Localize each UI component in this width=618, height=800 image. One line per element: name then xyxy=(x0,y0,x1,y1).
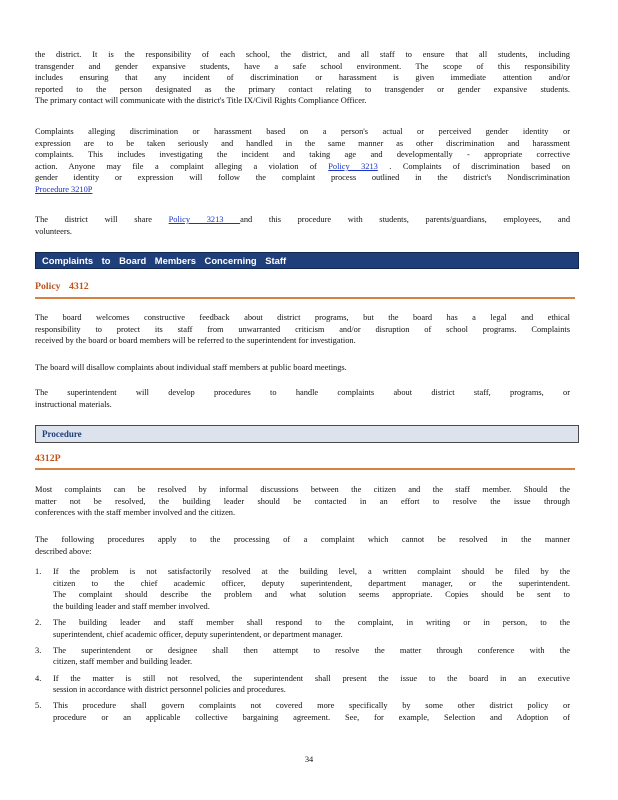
list-item xyxy=(35,673,570,696)
text-line xyxy=(35,184,570,196)
procedure-box xyxy=(35,425,579,443)
policy-3213-link[interactable]: Policy 3213 xyxy=(328,161,378,171)
text-line: reported to the person designated as the primary contact relating to transgender or gender expansive students. xyxy=(35,84,570,94)
text-line: conferences with the staff member involved and the citizen. xyxy=(35,508,236,518)
text-line: gender identity or expression will follow the complaint process outlined in the district's Nondiscrimination xyxy=(35,173,570,183)
text-line: expression are to be taken seriously and handled in the same manner as other discrimination and harassment xyxy=(35,138,570,148)
policy-paragraph-3 xyxy=(35,387,570,410)
procedure-heading: 4312P xyxy=(35,453,61,464)
item-number: 5. xyxy=(35,701,42,711)
text-line: The board welcomes constructive feedback about district programs, but the board has a legal and ethical xyxy=(35,313,570,322)
text-line: volunteers. xyxy=(35,226,72,236)
text-line: The primary contact will communicate with the district's Title IX/Civil Rights Compliance Officer. xyxy=(35,96,367,106)
text-line xyxy=(35,214,570,226)
share-paragraph xyxy=(35,214,570,237)
text-line: If the matter is still not resolved, the superintendent shall present the issue to the board in an executive xyxy=(53,673,570,683)
policy-paragraph-1 xyxy=(35,312,570,347)
text-line: citizen, staff member and building leader. xyxy=(53,657,193,667)
text-line: Complaints alleging discrimination or harassment based on a person's actual or perceived gender identity or xyxy=(35,127,570,136)
text-line: the district. It is the responsibility of each school, the district, and all staff to ensure that all students, including xyxy=(35,50,570,59)
procedure-3210p-link[interactable]: Procedure 3210P xyxy=(35,184,93,194)
item-number: 1. xyxy=(35,567,42,576)
list-item xyxy=(35,645,570,668)
text-line: If the problem is not satisfactorily resolved at the building level, a written complaint should be filed by the xyxy=(53,567,570,576)
heading-rule xyxy=(35,297,575,299)
text-line: citizen to the chief academic officer, deputy superintendent, department manager, or the superintendent. xyxy=(53,578,570,588)
item-number: 3. xyxy=(35,645,42,655)
text-line: The superintendent will develop procedures to handle complaints about district staff, programs, or xyxy=(35,388,570,397)
text-line: The complaint should describe the problem and what solution seems appropriate. Copies should be sent to xyxy=(53,590,570,600)
text-line: complaints. This includes investigating the incident and taking age and developmentally - appropriate corrective xyxy=(35,150,570,160)
text-segment: . Complaints of discrimination based on xyxy=(377,161,571,171)
text-line: described above: xyxy=(35,546,92,556)
policy-3213-link[interactable]: Policy 3213 xyxy=(168,215,241,224)
list-item xyxy=(35,566,570,612)
text-line: matter not be resolved, the building leader should be contacted in an effort to resolve the issue through xyxy=(35,496,570,506)
procedure-paragraph-1 xyxy=(35,484,570,519)
section-title: Complaints to Board Members Concerning Staff xyxy=(42,255,287,266)
text-segment: The district will share xyxy=(35,215,169,224)
text-line: Most complaints can be resolved by informal discussions between the citizen and the staff member. Should the xyxy=(35,485,570,494)
text-segment: and this procedure with students, parents/guardians, employees, and xyxy=(240,215,571,224)
list-item xyxy=(35,617,570,640)
text-line: received by the board or board members will be referred to the superintendent for investigation. xyxy=(35,336,356,346)
text-line: responsibility to protect its staff from unwarranted criticism and/or disruption of school programs. Complaints xyxy=(35,324,570,334)
text-line: superintendent, chief academic officer, deputy superintendent, or department manager. xyxy=(53,629,343,639)
item-number: 4. xyxy=(35,673,42,683)
text-segment: action. Anyone may file a complaint alleging a violation of xyxy=(35,161,329,171)
procedure-paragraph-2 xyxy=(35,534,570,557)
page-number: 34 xyxy=(304,755,314,764)
text-line: procedure or an applicable collective bargaining agreement. See, for example, Selection and Adoption of xyxy=(53,712,570,722)
text-line: includes ensuring that any incident of discrimination or harassment is given immediate attention and/or xyxy=(35,73,570,83)
text-line: the building leader and staff member involved. xyxy=(53,601,210,611)
procedure-label: Procedure xyxy=(42,429,82,439)
procedure-steps-list xyxy=(35,566,570,728)
complaints-paragraph xyxy=(35,126,570,196)
text-line: The board will disallow complaints about individual staff members at public board meetings. xyxy=(35,363,347,372)
text-line: The building leader and staff member shall respond to the complaint, in writing or in person, to the xyxy=(53,617,570,627)
text-line: session in accordance with district personnel policies and procedures. xyxy=(53,685,286,695)
text-line: transgender and gender expansive students, have a safe school environment. The scope of this responsibility xyxy=(35,61,570,71)
list-item xyxy=(35,700,570,723)
text-line: This procedure shall govern complaints not covered more specifically by some other district policy or xyxy=(53,701,570,711)
text-line: The following procedures apply to the processing of a complaint which cannot be resolved in the manner xyxy=(35,535,570,544)
text-line: The superintendent or designee shall then attempt to resolve the matter through conference with the xyxy=(53,645,570,655)
heading-rule xyxy=(35,468,575,470)
intro-paragraph xyxy=(35,49,570,107)
policy-paragraph-2 xyxy=(35,362,570,374)
text-line: instructional materials. xyxy=(35,399,112,409)
item-number: 2. xyxy=(35,617,42,627)
text-line xyxy=(35,161,570,173)
policy-heading: Policy 4312 xyxy=(35,281,89,292)
section-header-bar xyxy=(35,252,579,269)
